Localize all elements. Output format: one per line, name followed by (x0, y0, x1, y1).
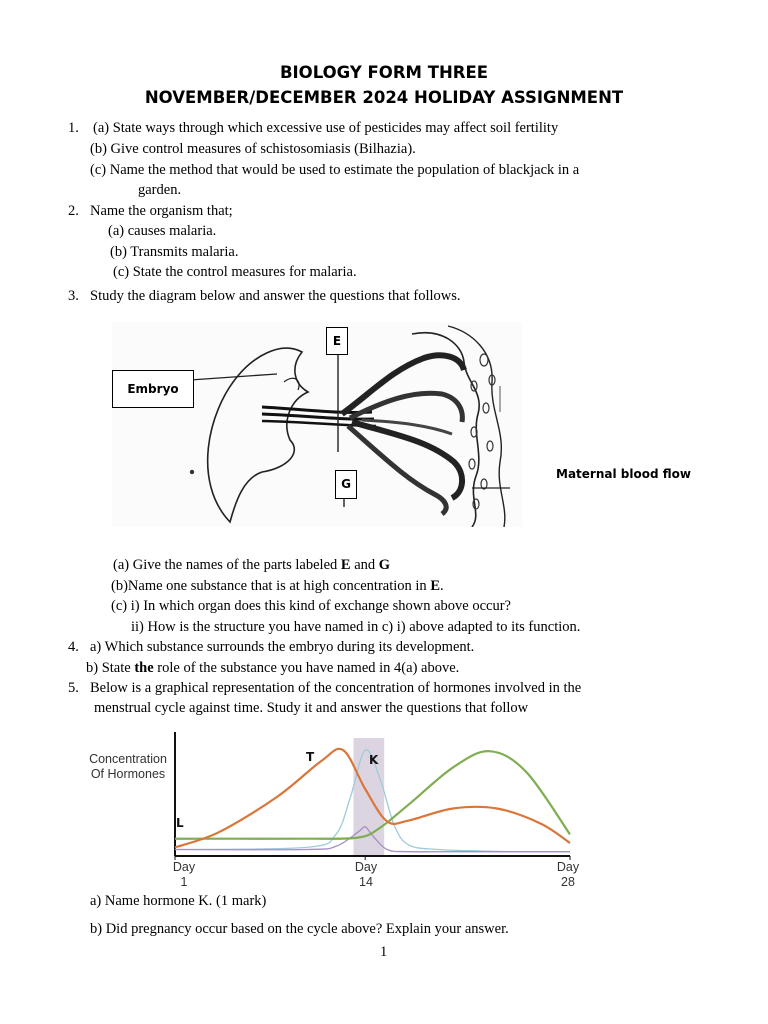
question-1a: (a) State ways through which excessive use of pesticides may affect soil fertility (93, 120, 559, 136)
question-3-stem: Study the diagram below and answer the questions that follows. (90, 288, 461, 304)
question-3-number: 3. (68, 288, 79, 304)
placenta-diagram (112, 322, 522, 527)
question-1c-cont: garden. (138, 182, 182, 198)
question-2c: (c) State the control measures for malaria. (113, 264, 357, 280)
question-5-stem-cont: menstrual cycle against time. Study it and answer the questions that follow (94, 700, 529, 716)
curve-label-t: T (306, 750, 315, 764)
chart-ylabel: Concentration Of Hormones (89, 752, 167, 781)
x-tick-label-day-14: Day 14 (354, 860, 378, 889)
curve-label-k: K (369, 753, 379, 767)
label-e: E (326, 327, 348, 355)
question-3c-ii: ii) How is the structure you have named in c) i) above adapted to its function. (131, 619, 581, 635)
embryo-label: Embryo (112, 370, 194, 408)
page-number: 1 (380, 944, 388, 960)
question-2-number: 2. (68, 203, 79, 219)
question-5b: b) Did pregnancy occur based on the cycle above? Explain your answer. (90, 921, 509, 937)
maternal-blood-flow-label: Maternal blood flow (556, 467, 691, 481)
x-tick-label-day-28: Day 28 (556, 860, 580, 889)
page-subtitle: NOVEMBER/DECEMBER 2024 HOLIDAY ASSIGNMENT (144, 88, 624, 107)
x-tick-label-day-1: Day 1 (172, 860, 196, 889)
question-5-number: 5. (68, 680, 79, 696)
question-1c: (c) Name the method that would be used to estimate the population of blackjack in a (90, 162, 580, 178)
question-4-number: 4. (68, 639, 79, 655)
question-2a: (a) causes malaria. (108, 223, 217, 239)
question-4b: b) State the role of the substance you have named in 4(a) above. (86, 660, 460, 676)
question-3a: (a) Give the names of the parts labeled E and G (113, 557, 391, 573)
question-3b: (b)Name one substance that is at high concentration in E. (111, 578, 444, 594)
question-5-stem: Below is a graphical representation of the concentration of hormones involved in the (90, 680, 582, 696)
question-1-number: 1. (68, 120, 79, 136)
page-title: BIOLOGY FORM THREE (279, 63, 489, 82)
question-2-stem: Name the organism that; (90, 203, 233, 219)
question-2b: (b) Transmits malaria. (110, 244, 239, 260)
curve-label-l: L (176, 816, 184, 830)
question-5a: a) Name hormone K. (1 mark) (90, 893, 267, 909)
question-1b: (b) Give control measures of schistosomiasis (Bilhazia). (90, 141, 416, 157)
question-4a: a) Which substance surrounds the embryo during its development. (90, 639, 475, 655)
question-3c-i: (c) i) In which organ does this kind of exchange shown above occur? (111, 598, 511, 614)
label-g: G (335, 470, 357, 499)
